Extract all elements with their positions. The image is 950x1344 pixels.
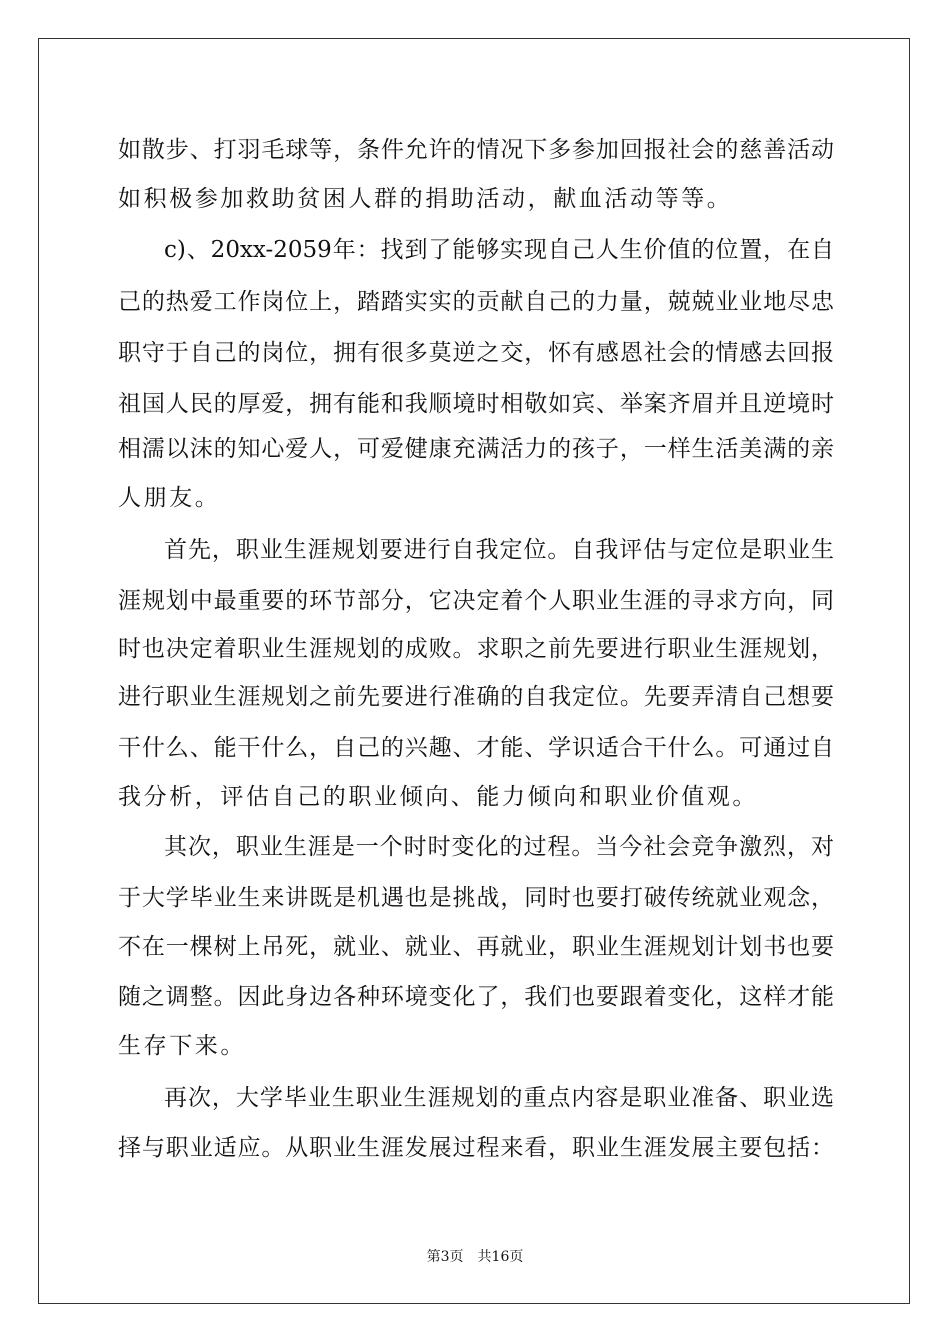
text-line: 择与职业适应。从职业生涯发展过程来看，职业生涯发展主要包括： <box>118 1135 834 1161</box>
text-line: 祖国人民的厚爱，拥有能和我顺境时相敬如宾、举案齐眉并且逆境时 <box>118 391 834 417</box>
text-line: 首先，职业生涯规划要进行自我定位。自我评估与定位是职业生 <box>164 537 834 563</box>
text-line: 我分析，评估自己的职业倾向、能力倾向和职业价值观。 <box>118 784 758 810</box>
text-line: 如散步、打羽毛球等，条件允许的情况下多参加回报社会的慈善活动 <box>118 137 834 163</box>
page-border <box>38 38 910 1304</box>
text-line: 涯规划中最重要的环节部分，它决定着个人职业生涯的寻求方向，同 <box>118 588 834 614</box>
text-line: 相濡以沫的知心爱人，可爱健康充满活力的孩子，一样生活美满的亲 <box>118 436 834 462</box>
text-line: 己的热爱工作岗位上，踏踏实实的贡献自己的力量，兢兢业业地尽忠 <box>118 289 834 315</box>
text-line: 其次，职业生涯是一个时时变化的过程。当今社会竞争激烈，对 <box>164 834 834 860</box>
text-line: 于大学毕业生来讲既是机遇也是挑战，同时也要打破传统就业观念， <box>118 885 834 911</box>
text-line: 进行职业生涯规划之前先要进行准确的自我定位。先要弄清自己想要 <box>118 684 834 710</box>
text-line: c)、20xx-2059年：找到了能够实现自己人生价值的位置，在自 <box>164 237 834 263</box>
text-line: 如积极参加救助贫困人群的捐助活动，献血活动等等。 <box>118 186 733 212</box>
text-line: 随之调整。因此身边各种环境变化了，我们也要跟着变化，这样才能 <box>118 984 834 1010</box>
text-line: 再次，大学毕业生职业生涯规划的重点内容是职业准备、职业选 <box>164 1085 834 1111</box>
text-line: 时也决定着职业生涯规划的成败。求职之前先要进行职业生涯规划， <box>118 636 834 662</box>
text-line: 生存下来。 <box>118 1033 246 1059</box>
text-line: 不在一棵树上吊死，就业、就业、再就业，职业生涯规划计划书也要 <box>118 934 834 960</box>
text-line: 职守于自己的岗位，拥有很多莫逆之交，怀有感恩社会的情感去回报 <box>118 340 834 366</box>
page-number-footer: 第3页 共16页 <box>426 1249 524 1265</box>
text-line: 人朋友。 <box>118 485 221 511</box>
text-line: 干什么、能干什么，自己的兴趣、才能、学识适合干什么。可通过自 <box>118 735 834 761</box>
